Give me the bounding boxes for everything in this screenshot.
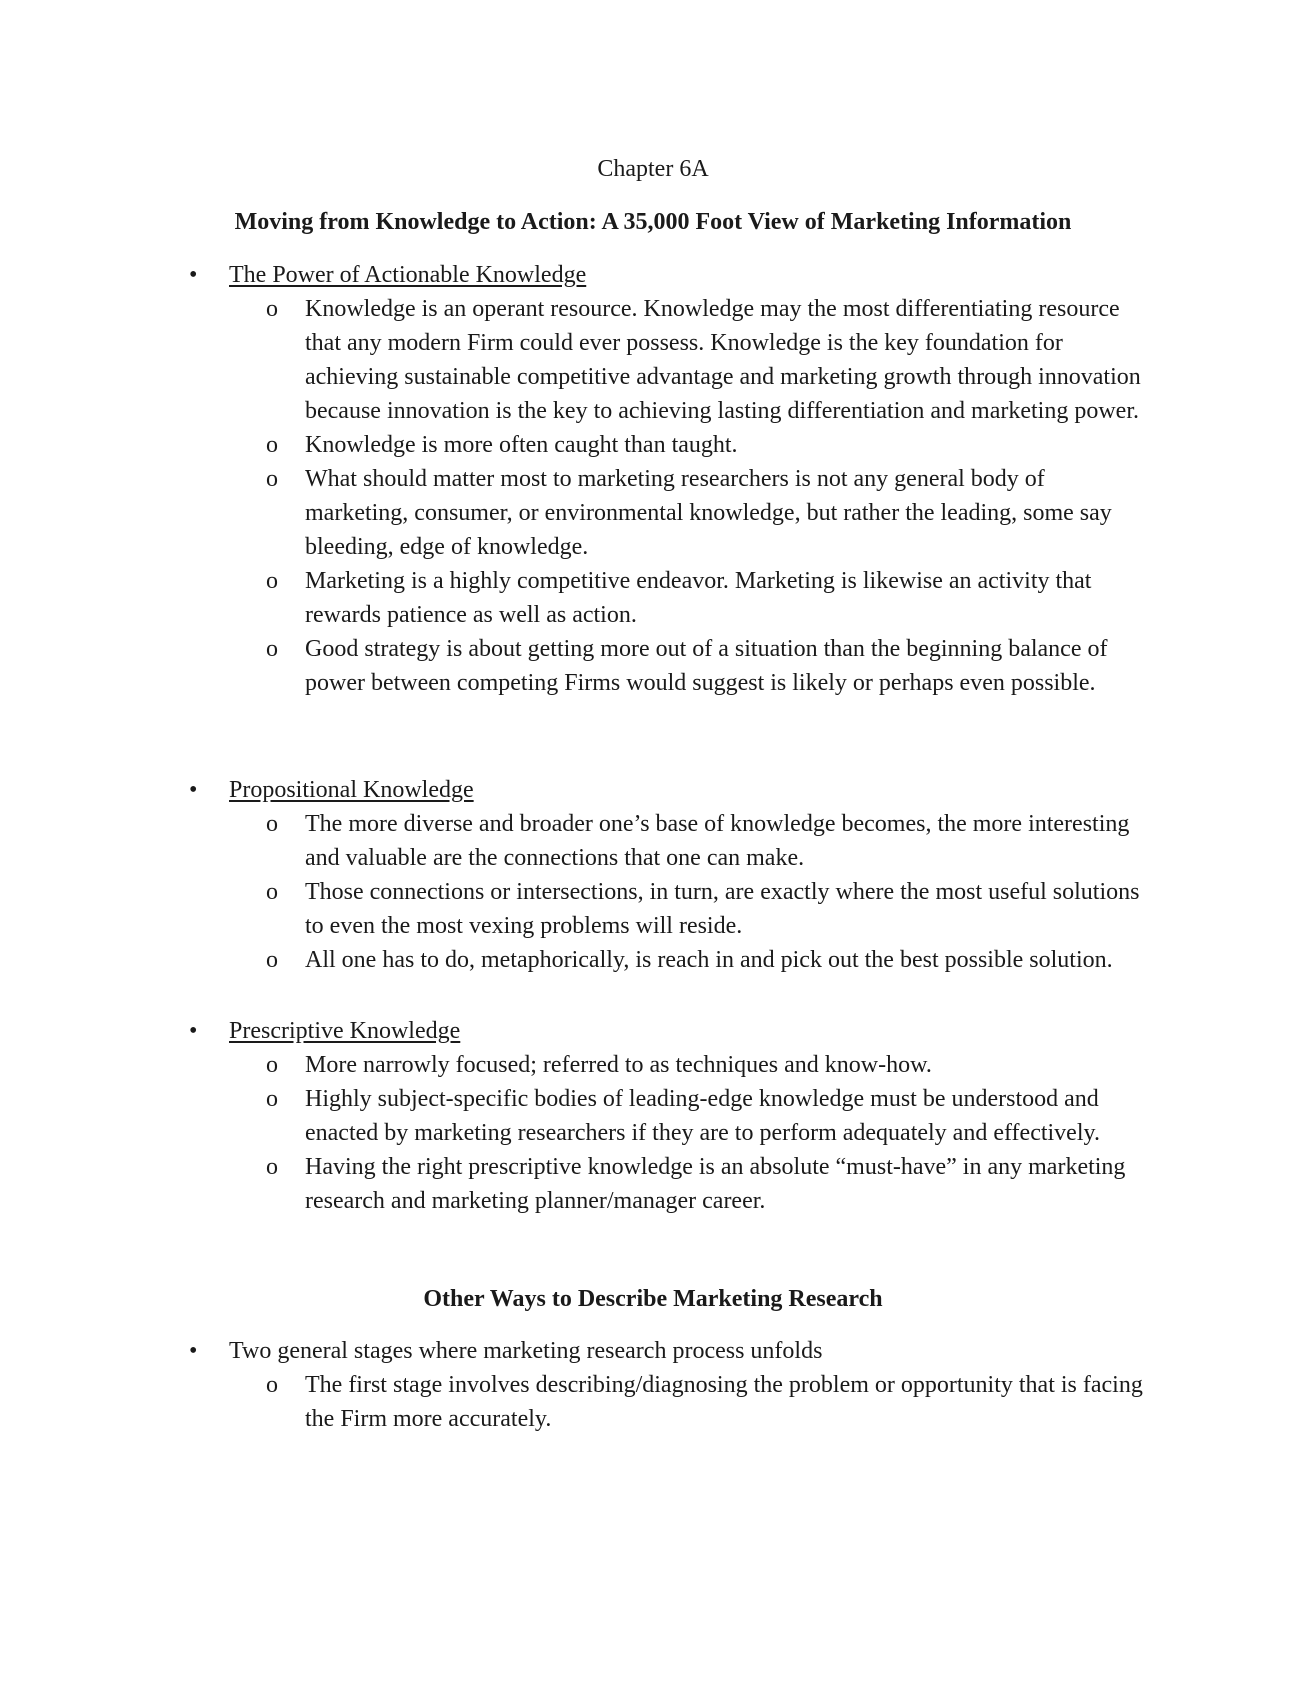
sub-bullet-icon: o bbox=[266, 879, 278, 905]
list-item-text: Highly subject-specific bodies of leading-edge knowledge must be understood and enacted by marketing researchers if they are to perform adequately and effectively. bbox=[305, 1086, 1100, 1146]
sub-bullet-icon: o bbox=[266, 636, 278, 662]
sub-bullet-icon: o bbox=[266, 466, 278, 492]
list-item bbox=[0, 632, 1306, 700]
list-item-text: More narrowly focused; referred to as techniques and know-how. bbox=[305, 1052, 932, 1078]
section-heading: Propositional Knowledge bbox=[229, 777, 474, 803]
sub-bullet-icon: o bbox=[266, 1372, 278, 1398]
list-item bbox=[0, 428, 1306, 462]
list-item-text: Those connections or intersections, in turn, are exactly where the most useful solutions to even the most vexing problems will reside. bbox=[305, 879, 1140, 939]
bullet-heading bbox=[0, 258, 1306, 292]
document-title: Moving from Knowledge to Action: A 35,000 Foot View of Marketing Information bbox=[234, 209, 1072, 235]
list-item-text: All one has to do, metaphorically, is reach in and pick out the best possible solution. bbox=[305, 947, 1113, 973]
section-heading: The Power of Actionable Knowledge bbox=[229, 262, 587, 288]
list-item bbox=[0, 1048, 1306, 1082]
sub-bullet-icon: o bbox=[266, 296, 278, 322]
bullet-icon: • bbox=[189, 1338, 198, 1364]
list-item-text: Good strategy is about getting more out of a situation than the beginning balance of power between competing Firms would suggest is likely or perhaps even possible. bbox=[305, 636, 1108, 696]
bullet-icon: • bbox=[189, 262, 198, 288]
list-item bbox=[0, 292, 1306, 428]
bullet-heading bbox=[0, 773, 1306, 807]
section-heading: Prescriptive Knowledge bbox=[229, 1018, 461, 1044]
sub-bullet-icon: o bbox=[266, 1086, 278, 1112]
bullet-heading bbox=[0, 1014, 1306, 1048]
sub-bullet-icon: o bbox=[266, 947, 278, 973]
bullet-icon: • bbox=[189, 777, 198, 803]
list-item-text: The more diverse and broader one’s base of knowledge becomes, the more interesting and valuable are the connections that one can make. bbox=[305, 811, 1130, 871]
sub-bullet-icon: o bbox=[266, 432, 278, 458]
sub-bullet-icon: o bbox=[266, 811, 278, 837]
list-item-text: Having the right prescriptive knowledge is an absolute “must-have” in any marketing research and marketing planner/manager career. bbox=[305, 1154, 1126, 1214]
list-item bbox=[0, 1150, 1306, 1218]
list-item bbox=[0, 875, 1306, 943]
list-item-text: Knowledge is an operant resource. Knowledge may the most differentiating resource that any modern Firm could ever possess. Knowledge is the key foundation for achieving sustainable competitive advantage and marketing growth through innovation because innovation is the key to achieving lasting differentiation and marketing power. bbox=[305, 296, 1141, 424]
sub-bullet-icon: o bbox=[266, 1052, 278, 1078]
chapter-label: Chapter 6A bbox=[597, 156, 709, 182]
list-item bbox=[0, 943, 1306, 977]
list-item-text: Marketing is a highly competitive endeavor. Marketing is likewise an activity that rewards patience as well as action. bbox=[305, 568, 1092, 628]
section-propositional-knowledge bbox=[0, 773, 1306, 977]
list-item bbox=[0, 1368, 1306, 1436]
section-prescriptive-knowledge bbox=[0, 1014, 1306, 1218]
section-title: Other Ways to Describe Marketing Research bbox=[423, 1286, 883, 1312]
list-item-text: What should matter most to marketing researchers is not any general body of marketing, consumer, or environmental knowledge, but rather the leading, some say bleeding, edge of knowledge. bbox=[305, 466, 1112, 560]
list-item bbox=[0, 807, 1306, 875]
bullet-icon: • bbox=[189, 1018, 198, 1044]
section-heading: Two general stages where marketing research process unfolds bbox=[229, 1338, 823, 1364]
section-research-stages bbox=[0, 1334, 1306, 1436]
sub-bullet-icon: o bbox=[266, 568, 278, 594]
section-actionable-knowledge bbox=[0, 258, 1306, 700]
list-item bbox=[0, 462, 1306, 564]
list-item bbox=[0, 564, 1306, 632]
list-item-text: The first stage involves describing/diagnosing the problem or opportunity that is facing the Firm more accurately. bbox=[305, 1372, 1143, 1432]
sub-bullet-icon: o bbox=[266, 1154, 278, 1180]
list-item bbox=[0, 1082, 1306, 1150]
list-item-text: Knowledge is more often caught than taught. bbox=[305, 432, 738, 458]
bullet-heading bbox=[0, 1334, 1306, 1368]
